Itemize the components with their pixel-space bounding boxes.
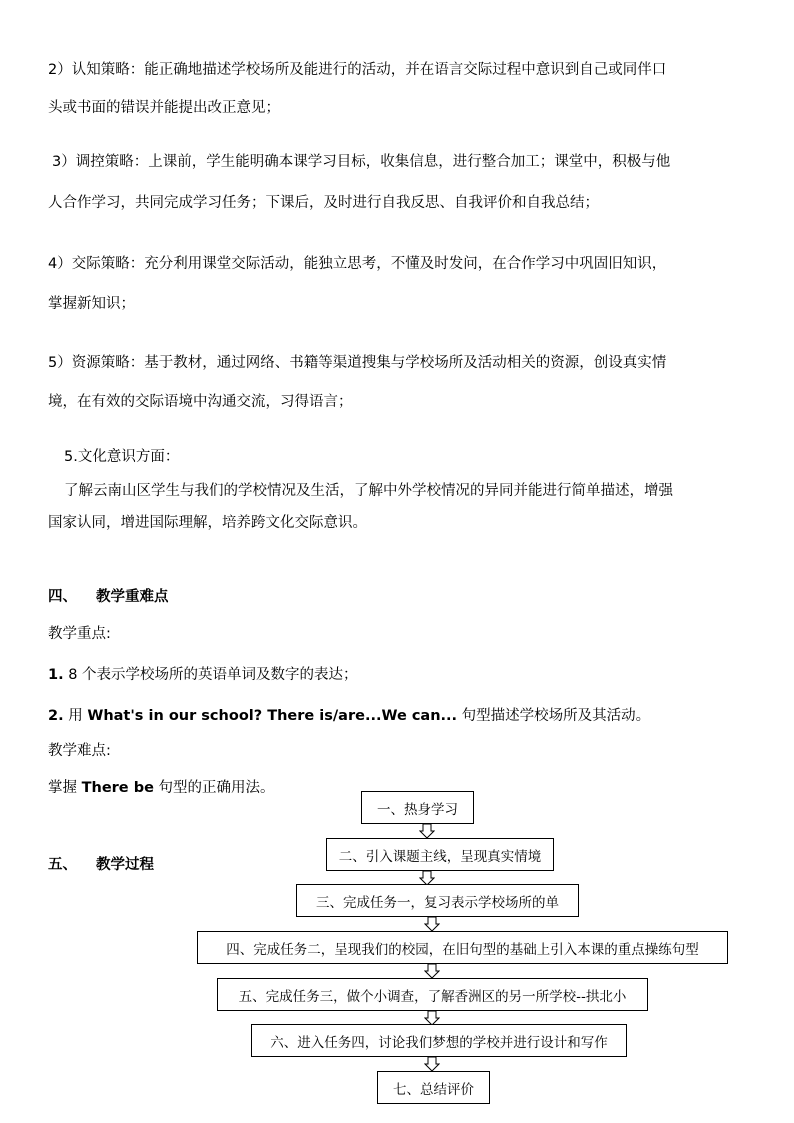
- section4-number: 四、: [48, 589, 77, 605]
- flow-arrow-2-icon: [419, 871, 435, 885]
- difficult-point-pre: 掌握: [48, 780, 82, 796]
- culture-heading: 5.文化意识方面：: [64, 449, 180, 465]
- communicative-strategy-line2: 掌握新知识；: [48, 296, 135, 312]
- key-point-1-number: 1.: [48, 667, 64, 683]
- flow-step-6: 六、进入任务四，讨论我们梦想的学校并进行设计和写作: [251, 1024, 627, 1057]
- key-point-2-post: 句型描述学校场所及其活动。: [457, 708, 651, 724]
- resource-strategy-line2: 境，在有效的交际语境中沟通交流，习得语言；: [48, 394, 353, 410]
- section5-heading: 教学过程: [96, 857, 154, 873]
- difficult-point-post: 句型的正确用法。: [153, 780, 275, 796]
- flow-step-4: 四、完成任务二，呈现我们的校园，在旧句型的基础上引入本课的重点操练句型: [197, 931, 728, 964]
- resource-strategy-line1: 5）资源策略：基于教材，通过网络、书籍等渠道搜集与学校场所及活动相关的资源，创设真实情: [48, 355, 667, 371]
- culture-line2: 国家认同，增进国际理解，培养跨文化交际意识。: [48, 515, 367, 531]
- flow-step-1: 一、热身学习: [361, 791, 474, 824]
- cognitive-strategy-line1: 2）认知策略：能正确地描述学校场所及能进行的活动，并在语言交际过程中意识到自己或同伴口: [48, 62, 667, 78]
- regulatory-strategy-line1: 3）调控策略：上课前，学生能明确本课学习目标，收集信息，进行整合加工；课堂中，积极与他: [52, 154, 671, 170]
- regulatory-strategy-line2: 人合作学习，共同完成学习任务；下课后，及时进行自我反思、自我评价和自我总结；: [48, 195, 599, 211]
- flow-arrow-5-icon: [424, 1011, 440, 1025]
- flow-arrow-1-icon: [419, 824, 435, 838]
- flow-step-2: 二、引入课题主线，呈现真实情境: [326, 838, 554, 871]
- communicative-strategy-line1: 4）交际策略：充分利用课堂交际活动，能独立思考，不懂及时发问，在合作学习中巩固旧知识，: [48, 256, 667, 272]
- key-point-1-text: 8 个表示学校场所的英语单词及数字的表达；: [68, 667, 358, 683]
- key-point-2: [48, 709, 650, 724]
- flow-arrow-6-icon: [424, 1057, 440, 1071]
- key-point-1: [48, 668, 358, 683]
- cognitive-strategy-line2: 头或书面的错误并能提出改正意见；: [48, 100, 280, 116]
- flow-step-5: 五、完成任务三，做个小调查，了解香洲区的另一所学校--拱北小: [217, 978, 648, 1011]
- key-point-2-english: What's in our school? There is/are...We can...: [87, 708, 458, 724]
- difficult-points-label: 教学难点:: [48, 743, 111, 759]
- flow-step-7: 七、总结评价: [377, 1071, 490, 1104]
- section5-number: 五、: [48, 857, 77, 873]
- culture-line1: 了解云南山区学生与我们的学校情况及生活，了解中外学校情况的异同并能进行简单描述，增强: [64, 483, 673, 499]
- key-points-label: 教学重点:: [48, 626, 111, 642]
- flow-arrow-4-icon: [424, 964, 440, 978]
- flow-step-3: 三、完成任务一，复习表示学校场所的单: [296, 884, 579, 917]
- flow-arrow-3-icon: [424, 917, 440, 931]
- key-point-2-number: 2.: [48, 708, 64, 724]
- difficult-point-english: There be: [81, 780, 154, 796]
- key-point-2-pre: 用: [68, 708, 88, 724]
- difficult-point: [48, 781, 275, 796]
- section4-heading: 教学重难点: [96, 589, 169, 605]
